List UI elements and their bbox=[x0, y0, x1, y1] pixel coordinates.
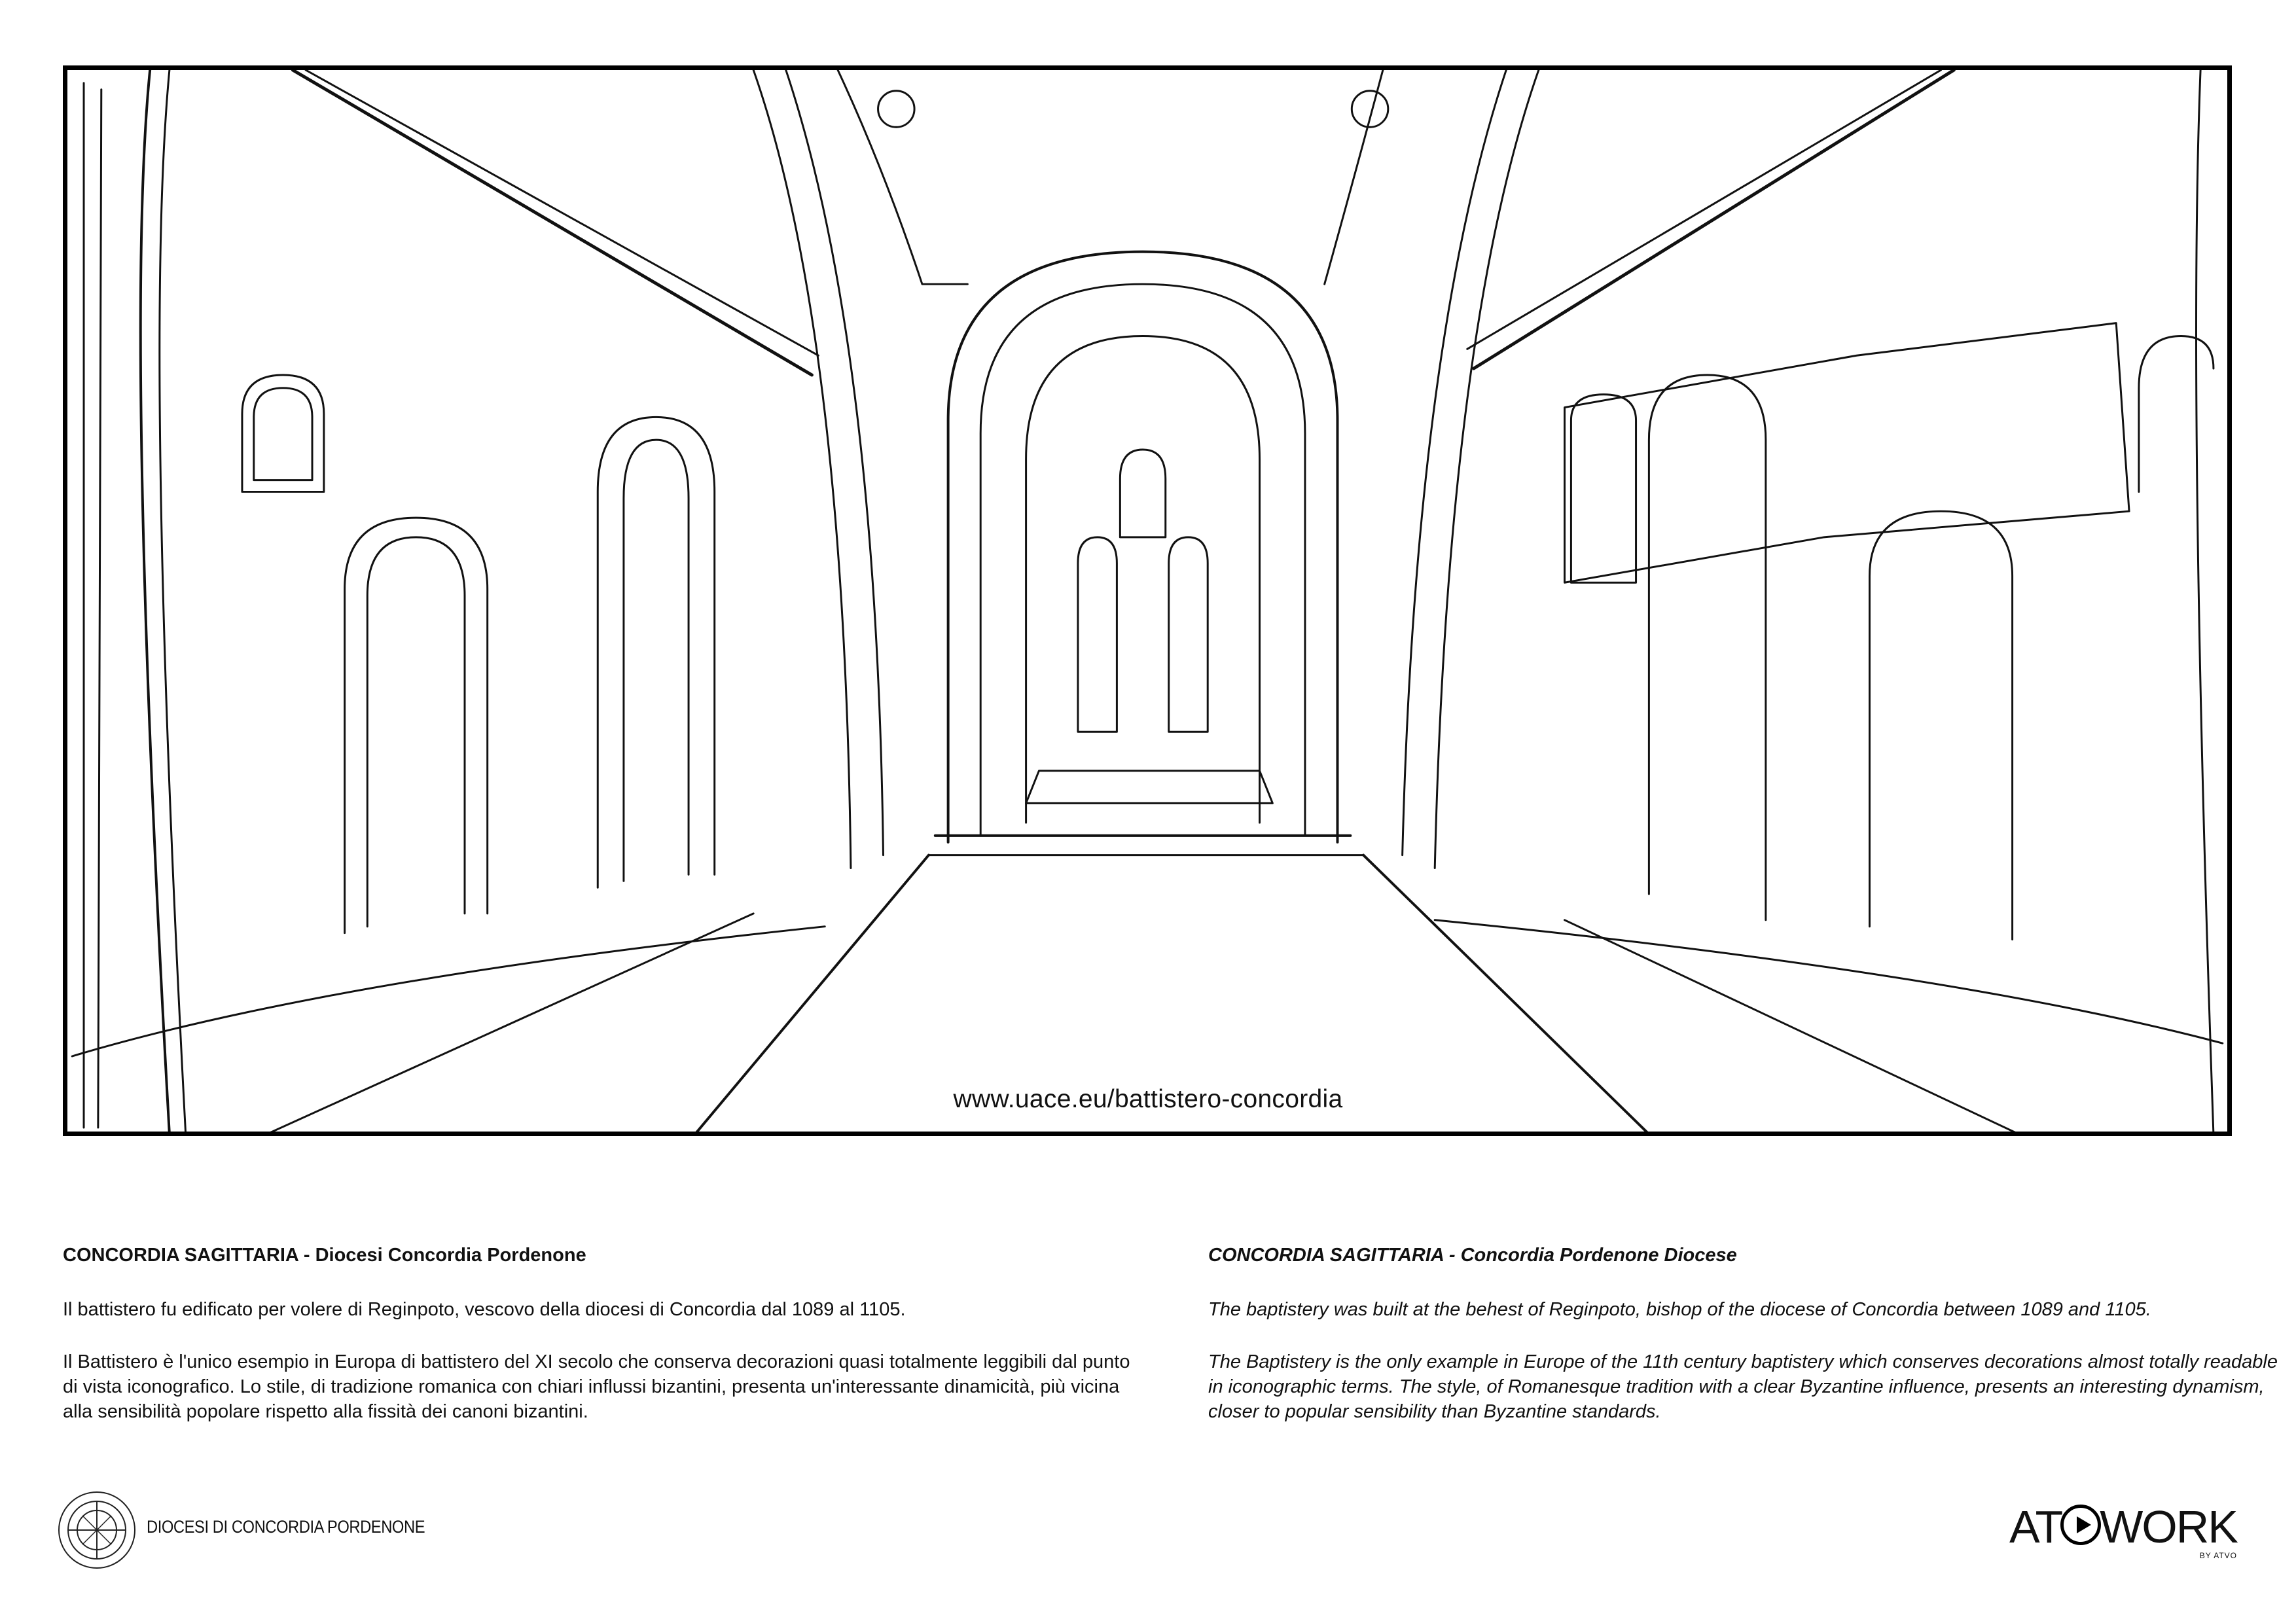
english-paragraph-1: The baptistery was built at the behest of Reginpoto, bishop of the diocese of Concordia between 1089 and 1105. bbox=[1208, 1299, 2151, 1320]
website-url: www.uace.eu/battistero-concordia bbox=[953, 1085, 1343, 1113]
diocese-name: DIOCESI DI CONCORDIA PORDENONE bbox=[147, 1517, 425, 1537]
italian-title: CONCORDIA SAGITTARIA - Diocesi Concordia Pordenone bbox=[63, 1245, 586, 1266]
atwork-byline: BY ATVO bbox=[2199, 1551, 2237, 1560]
brand-suffix: WORK bbox=[2100, 1501, 2237, 1552]
english-paragraph-2: The Baptistery is the only example in Europe of the 11th century baptistery which conserves decorations almost totally readable in iconographic terms. The style, of Romanesque tradition with a clear Byzantine influence, presents an interesting dynamism, closer to popular sensibility than Byzantine standards. bbox=[1208, 1351, 2278, 1422]
atwork-logo bbox=[2009, 1501, 2237, 1560]
illustration-frame bbox=[63, 65, 2232, 1136]
english-title: CONCORDIA SAGITTARIA - Concordia Pordenone Diocese bbox=[1208, 1245, 1737, 1266]
brand-prefix: AT bbox=[2009, 1501, 2062, 1552]
diocese-seal-logo bbox=[56, 1489, 137, 1571]
italian-description bbox=[63, 1243, 1149, 1452]
english-description bbox=[1208, 1243, 2295, 1452]
baptistery-line-drawing bbox=[67, 70, 2227, 1132]
italian-paragraph-2: Il Battistero è l'unico esempio in Europa di battistero del XI secolo che conserva decorazioni quasi totalmente leggibili dal punto di vista iconografico. Lo stile, di tradizione romanica con chiari influssi bizantini, presenta un'interessante dinamicità, più vicina alla sensibilità popolare rispetto alla fissità dei canoni bizantini. bbox=[63, 1351, 1130, 1422]
atwork-wordmark bbox=[2009, 1501, 2237, 1552]
italian-paragraph-1: Il battistero fu edificato per volere di Reginpoto, vescovo della diocesi di Concordia dal 1089 al 1105. bbox=[63, 1299, 906, 1320]
play-icon bbox=[2060, 1505, 2101, 1545]
